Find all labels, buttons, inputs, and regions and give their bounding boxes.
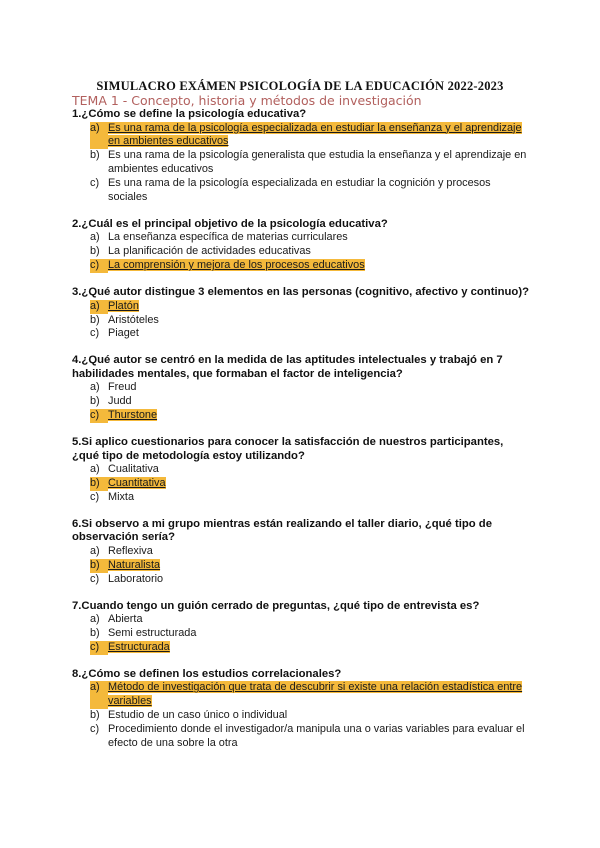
- question-text: 6.Si observo a mi grupo mientras están realizando el taller diario, ¿qué tipo de observación sería?: [72, 517, 492, 544]
- option-text-wrap: [108, 613, 532, 627]
- option-text-wrap: [108, 231, 532, 245]
- answer-option: [90, 573, 532, 587]
- option-text-wrap: [108, 709, 532, 723]
- option-letter: b): [90, 559, 108, 573]
- option-text-wrap: [108, 545, 532, 559]
- option-letter: a): [90, 381, 100, 394]
- topic-heading: TEMA 1 - Concepto, historia y métodos de investigación: [72, 93, 422, 108]
- option-letter: b): [90, 245, 100, 258]
- question-item: [72, 436, 532, 505]
- option-letter: a): [90, 544, 100, 557]
- option-text: Semi estructurada: [108, 626, 197, 639]
- answer-option: [90, 177, 532, 205]
- option-text: Aristóteles: [108, 313, 159, 326]
- option-text-wrap: [108, 491, 532, 505]
- question-text: 8.¿Cómo se definen los estudios correlacionales?: [72, 667, 342, 680]
- answer-option-correct: [90, 681, 532, 709]
- option-text-wrap: [108, 627, 532, 641]
- option-text-wrap: [108, 122, 532, 150]
- option-text-wrap: [108, 573, 532, 587]
- option-text: Reflexiva: [108, 544, 153, 557]
- answer-option: [90, 723, 532, 751]
- option-letter: a): [90, 231, 100, 244]
- answer-option: [90, 314, 532, 328]
- question-text: 4.¿Qué autor se centró en la medida de las aptitudes intelectuales y trabajó en 7 habilidades mentales, que formaban el factor de inteligencia?: [72, 354, 503, 380]
- option-letter: c): [90, 409, 108, 423]
- option-letter: b): [90, 313, 100, 326]
- option-text: Judd: [108, 395, 132, 408]
- answer-option: [90, 395, 532, 409]
- option-text: Mixta: [108, 490, 135, 503]
- option-letter: b): [90, 477, 108, 491]
- answer-options: [72, 122, 532, 205]
- answer-option: [90, 245, 532, 259]
- option-letter: a): [90, 463, 100, 476]
- answer-options: [72, 545, 532, 587]
- answer-option: [90, 491, 532, 505]
- option-letter: b): [90, 626, 100, 639]
- question-text: 1.¿Cómo se define la psicología educativa?: [72, 108, 307, 120]
- option-letter: a): [90, 300, 108, 314]
- option-text-wrap: [108, 177, 532, 205]
- option-text-wrap: [108, 463, 532, 477]
- highlighted-answer: Naturalista: [108, 558, 161, 571]
- option-letter: c): [90, 641, 108, 655]
- question-item: [72, 518, 532, 587]
- option-letter: b): [90, 149, 100, 162]
- highlighted-answer: Thurstone: [108, 409, 158, 422]
- option-text: Estudio de un caso único o individual: [108, 709, 288, 722]
- answer-option: [90, 231, 532, 245]
- option-text: Es una rama de la psicología especializada en estudiar la cognición y procesos sociales: [108, 177, 491, 204]
- answer-option: [90, 545, 532, 559]
- answer-option: [90, 381, 532, 395]
- answer-option: [90, 327, 532, 341]
- question-item: [72, 354, 532, 423]
- option-text-wrap: [108, 300, 532, 314]
- answer-options: [72, 381, 532, 423]
- option-text-wrap: [108, 149, 532, 177]
- option-text: Procedimiento donde el investigador/a manipula una o varias variables para evaluar el efecto de una sobre la otra: [108, 722, 525, 749]
- answer-option: [90, 463, 532, 477]
- question-item: [72, 108, 532, 205]
- option-text-wrap: [108, 381, 532, 395]
- answer-option: [90, 613, 532, 627]
- answer-option-correct: [90, 259, 532, 273]
- answer-option-correct: [90, 477, 532, 491]
- option-text-wrap: [108, 327, 532, 341]
- option-text: Es una rama de la psicología generalista que estudia la enseñanza y el aprendizaje en ambientes educativos: [108, 149, 527, 176]
- answer-option: [90, 709, 532, 723]
- option-letter: b): [90, 709, 100, 722]
- option-text: La planificación de actividades educativas: [108, 245, 311, 258]
- option-letter: a): [90, 681, 108, 709]
- answer-option-correct: [90, 559, 532, 573]
- question-item: [72, 218, 532, 273]
- option-letter: c): [90, 490, 100, 503]
- option-letter: c): [90, 327, 100, 340]
- option-text-wrap: [108, 395, 532, 409]
- answer-option-correct: [90, 409, 532, 423]
- answer-options: [72, 613, 532, 655]
- option-text: La enseñanza específica de materias curriculares: [108, 231, 348, 244]
- answer-option: [90, 149, 532, 177]
- highlighted-answer: Platón: [108, 299, 139, 312]
- answer-option-correct: [90, 122, 532, 150]
- option-letter: a): [90, 122, 108, 150]
- answer-options: [72, 463, 532, 505]
- answer-options: [72, 231, 532, 273]
- question-text: 2.¿Cuál es el principal objetivo de la psicología educativa?: [72, 217, 388, 230]
- highlighted-answer: Cuantitativa: [108, 477, 166, 489]
- option-letter: c): [90, 722, 100, 735]
- highlighted-answer: Método de investigación que trata de descubrir si existe una relación estadística entre variables: [108, 681, 523, 708]
- option-text: Laboratorio: [108, 572, 164, 585]
- highlighted-answer: Es una rama de la psicología especializada en estudiar la enseñanza y el aprendizaje en ambientes educativos: [108, 121, 522, 148]
- option-text-wrap: [108, 723, 532, 751]
- option-letter: c): [90, 259, 108, 273]
- option-letter: c): [90, 177, 100, 190]
- question-item: [72, 600, 532, 655]
- option-text-wrap: [108, 409, 532, 423]
- question-text: 7.Cuando tengo un guión cerrado de preguntas, ¿qué tipo de entrevista es?: [72, 599, 480, 612]
- answer-option-correct: [90, 300, 532, 314]
- page-title: SIMULACRO EXÁMEN PSICOLOGÍA DE LA EDUCACIÓN 2022-2023: [96, 79, 504, 93]
- question-item: [72, 286, 532, 341]
- option-letter: c): [90, 572, 100, 585]
- option-text-wrap: [108, 641, 532, 655]
- option-letter: b): [90, 395, 100, 408]
- option-text-wrap: [108, 245, 532, 259]
- question-text: 5.Si aplico cuestionarios para conocer la satisfacción de nuestros participantes, ¿qué tipo de metodología estoy utilizando?: [72, 436, 504, 462]
- option-text: Piaget: [108, 327, 139, 340]
- answer-option: [90, 627, 532, 641]
- option-text-wrap: [108, 314, 532, 328]
- option-text-wrap: [108, 559, 532, 573]
- option-letter: a): [90, 613, 100, 626]
- question-item: [72, 668, 532, 751]
- answer-option-correct: [90, 641, 532, 655]
- question-text: 3.¿Qué autor distingue 3 elementos en las personas (cognitivo, afectivo y continuo)?: [72, 286, 529, 299]
- option-text: Abierta: [108, 613, 143, 626]
- option-text: Freud: [108, 381, 137, 394]
- highlighted-answer: La comprensión y mejora de los procesos educativos: [108, 259, 365, 272]
- highlighted-answer: Estructurada: [108, 640, 170, 653]
- answer-options: [72, 681, 532, 751]
- option-text-wrap: [108, 477, 532, 491]
- question-list: [72, 108, 532, 751]
- option-text-wrap: [108, 259, 532, 273]
- option-text: Cualitativa: [108, 463, 159, 476]
- option-text-wrap: [108, 681, 532, 709]
- answer-options: [72, 300, 532, 342]
